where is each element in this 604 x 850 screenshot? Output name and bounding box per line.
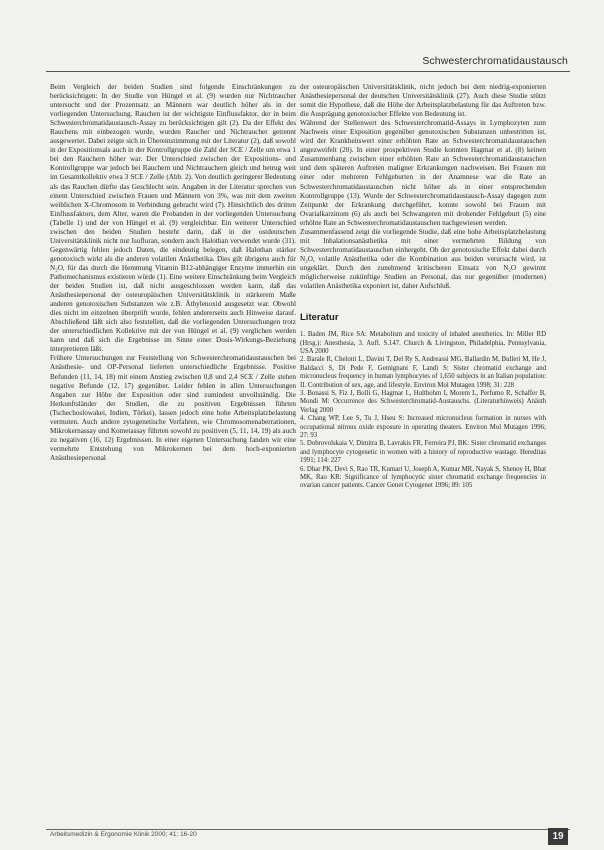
body-paragraph: Frühere Untersuchungen zur Feststellung von Schwesterchromatidaustauschen bei Anästhesie- und OP-Personal lieferten unterschiedliche Ergebnisse. Positive Befunden (11, 14, 18) mit einem Anstieg zwischen 0,8 und 2,4 SCE / Zelle stehen negative Befunde (12, 17) gegenüber. Leider fehlen in allen Untersuchungen Angaben zur Höhe der Exposition oder sind zumindest unvollständig. Die Herkunftsländer der Studien, die zu positiven Ergebnissen führten (Tschechoslowakei, Indien, Türkei), lassen jedoch eine hohe Arbeitsplatzbelastung vermuten. Auch andere zytogenetische Verfahren, wie Chromosomenaberrationen, Mikrokernassay und Kometassay führten sowohl zu positiven (5, 11, 14, 19) als auch zu negativen (16, 12) Ergebnissen. In einer eigenen Untersuchung fanden wir eine vermehrte Entstehung von Mikrokernen bei dem hoch-exponierten Anästhesiepersonal — [50, 354, 296, 462]
page-number: 19 — [548, 828, 568, 845]
header-rule — [46, 71, 570, 72]
body-paragraph: Zusammenfassend zeigt die vorliegende Studie, daß eine hohe Arbeitsplatzbelastung mit Inhalationsanästhetika mit einer vermehrten Bildung von Schwesterchromatidaustauschen einhergeht. Ob der genotoxische Effekt dabei durch N₂O, volatile Anästhetika oder die Kombination aus beiden verursacht wird, ist ungeklärt. Durch den zunehmend kritischeren Einsatz von N₂O gewinnt möglicherweise zukünftige Studien an Personal, das nur gegenüber (modernen) volatilen Anästhetika exponiert ist, daher Aufschluß. — [300, 227, 546, 291]
footer-rule — [46, 829, 570, 830]
body-paragraph: Beim Vergleich der beiden Studien sind folgende Einschränkungen zu berücksichtigen: In der Studie von Hüngel et al. (9) wurden nur Nichtraucher untersucht und der Prozentsatz an Männern war deutlich höher als in der vorliegenden Untersuchung. Rauchen ist der wichtigste Einflussfaktor, der in beim Schwesterchromatidaustausch-Assay zu berücksichtigen gilt (2). Da der Effekt des Rauchens mit einbezogen wurde, wurden Raucher und Nichtraucher getrennt ausgewertet. Dabei zeigte sich in Übereinstimmung mit der Literatur (2), daß sowohl in der Expositionsals auch in der Kontrollgruppe die Zahl der SCE / Zelle um etwa 1 bei den Rauchern höher war. Der Unterschied zwischen der Expositions- und Kontrollgruppe war jedoch bei Rauchern und Nichtrauchern gleich und betrug weit im Gesamtkollektiv etwa 3 SCE / Zelle (Abb. 2). Von deutlich geringerer Bedeutung als das Rauchen dürfte das Geschlecht sein. Angaben in der Literatur sprechen von einem Unterschied zwischen Frauen und Männern von 3%, was mit dem zweiten weiblichen X-Chromosom in Verbindung gebracht wird (7). Hinsichtlich des dritten Einflussfaktors, dem Alter, waren die Probanden in der vorliegenden Untersuchung (Tabelle 1) und der von Hüngel et al. (9) vergleichbar. Ein weiterer Unterschied zwischen den beiden Studien besteht darin, daß in der ostdeutschen Universitätsklinik nicht nur Isofluran, sondern auch Halothan verwendet wurde (31). Gegenwärtig fehlen jedoch Daten, die eindeutig belegen, daß Halothan stärker genotoxisch wirkt als die anderen volatilen Anästhetika. Dies gilt übrigens auch für N₂O, für das durch die Hemmung Vitamin B12-abhängiger Enzyme immerhin ein Pathomechanismus existieren würde (1). Eine weitere Einschränkung beim Vergleich der beiden Studien ist, daß nicht ausgeschlossen werden kann, daß das Anästhesiepersonal der osteuropäischen Universitätsklinik in stärkerem Maße anderen genotoxischen Substanzen wie z.B. Äthylenoxid ausgesetzt war. Obwohl dies nicht im einzelnen überprüft wurde, fehlen andererseits auch Hinweise darauf. Abschließend läßt sich also feststellen, daß die vorliegenden Untersuchungen trotz der unterschiedlichen Kollektive mit der von Hüngel et al. (9) verglichen werden kann und daß sich die Ergebnisse im Sinne einer Dosis-Wirkungs-Beziehung interpretieren läßt. — [50, 83, 296, 354]
left-column — [50, 83, 296, 463]
reference-list — [300, 331, 546, 491]
reference-item: 2. Barale R, Chelotti L, Davini T, Del Ry S, Andreassi MG, Ballardin M, Bulleri M, He J, Baldacci S, Di Pede F, Gemignani F, Landi S: Sister chromatid exchange and micronucleus frequency in human lymphocytes of 1,650 subjects in an Italian population: II. Contribution of sex, age, and lifestyle. Environ Mol Mutagen 1998; 31: 228 — [300, 356, 546, 389]
reference-item: 4. Chang WP, Lee S, Tu J, Hseu S: Increased micronucleus formation in nurses with occupational nitrous oxide exposure in operating theaters. Environ Mol Mutagen 1996; 27: 93 — [300, 415, 546, 439]
running-title: Schwesterchromatidaustausch — [422, 55, 568, 67]
reference-item: 3. Bonassi S, Fiz J, Bolli G, Hagmar L, Hultbohm I, Morem L, Perfumo R, Schaffer B, Mondi M: Occurrence des Schwesterchromatid-Austauschs. (Literaturhinweis) Anästh Verlag 2000 — [300, 389, 546, 414]
right-column — [300, 83, 546, 491]
reference-item: 6. Dhar PK, Devi S, Rao TR, Kumari U, Joseph A, Kumar MR, Nayak S, Shenoy H, Bhat MK, Rao KR: Significance of lymphocytic sister chromatid exchange frequencies in ovarian cancer patients. Cancer Genet Cytogenet 1996; 89: 105 — [300, 465, 546, 490]
body-paragraph: der osteuropäischen Universitätsklinik, nicht jedoch bei dem niedrig-exponierten Anästhesiepersonal der deutschen Universitätsklinik (27). Auch diese Studie stützt somit die Hypothese, daß die Höhe der Arbeitsplatzbelastung für das Auftreten bzw. die Ausprägung genotoxischer Effekte von Bedeutung ist. — [300, 83, 546, 119]
reference-item: 1. Baden JM, Rice SA: Metabolism and toxicity of inhaled anesthetics. In: Miller RD (Hrsg.): Anesthesia, 3. Aufl. S.147. Church & Livingston, Philadelphia, Pennsylvania, USA 2000 — [300, 331, 546, 355]
body-paragraph: Während der Stellenwert des Schwesterchromatid-Assays in Lymphozyten zum Nachweis einer Exposition gegenüber genotoxischen Substanzen unbestritten ist, wird der Krankheitswert einer erhöhten Rate an Schwesterchromatidaustauschen angezweifelt (20). In einer prospektiven Studie konnten Hagmar et al. (8) keinen Zusammenhang zwischen einer erhöhten Rate an Schwesterchromatidaustauschen und dem späteren Auftreten maligner Erkrankungen nachweisen. Bei Frauen mit einer oder mehreren Fehlgeburten in der Anamnese war die Rate an Schwesterchromatidaustauschen nicht höher als in einer entsprechenden Kontrollgruppe (13). Wurde der Schwesterchromatidaustausch-Assay dagegen zum Zeitpunkt der Erkrankung durchgeführt, konnte sowohl bei Frauen mit Ovarialkarzinom (6) als auch bei Schwangeren mit drohender Fehlgeburt (5) eine erhöhte Rate an Schwesterchromatidaustauschen nachgewiesen werden. — [300, 119, 546, 227]
reference-item: 5. Dobrovolskaia V, Dimitra B, Lavrakis FR, Ferreira PJ, BK: Sister chromatid exchanges and lymphocyte cytogenetic in women with a history of reproductive wastage. Hereditas 1991; 114: 227 — [300, 440, 546, 465]
journal-citation: Arbeitsmedizin & Ergonomie Klinik 2000; 41: 16-20 — [50, 831, 197, 838]
literature-heading: Literatur — [300, 312, 339, 324]
